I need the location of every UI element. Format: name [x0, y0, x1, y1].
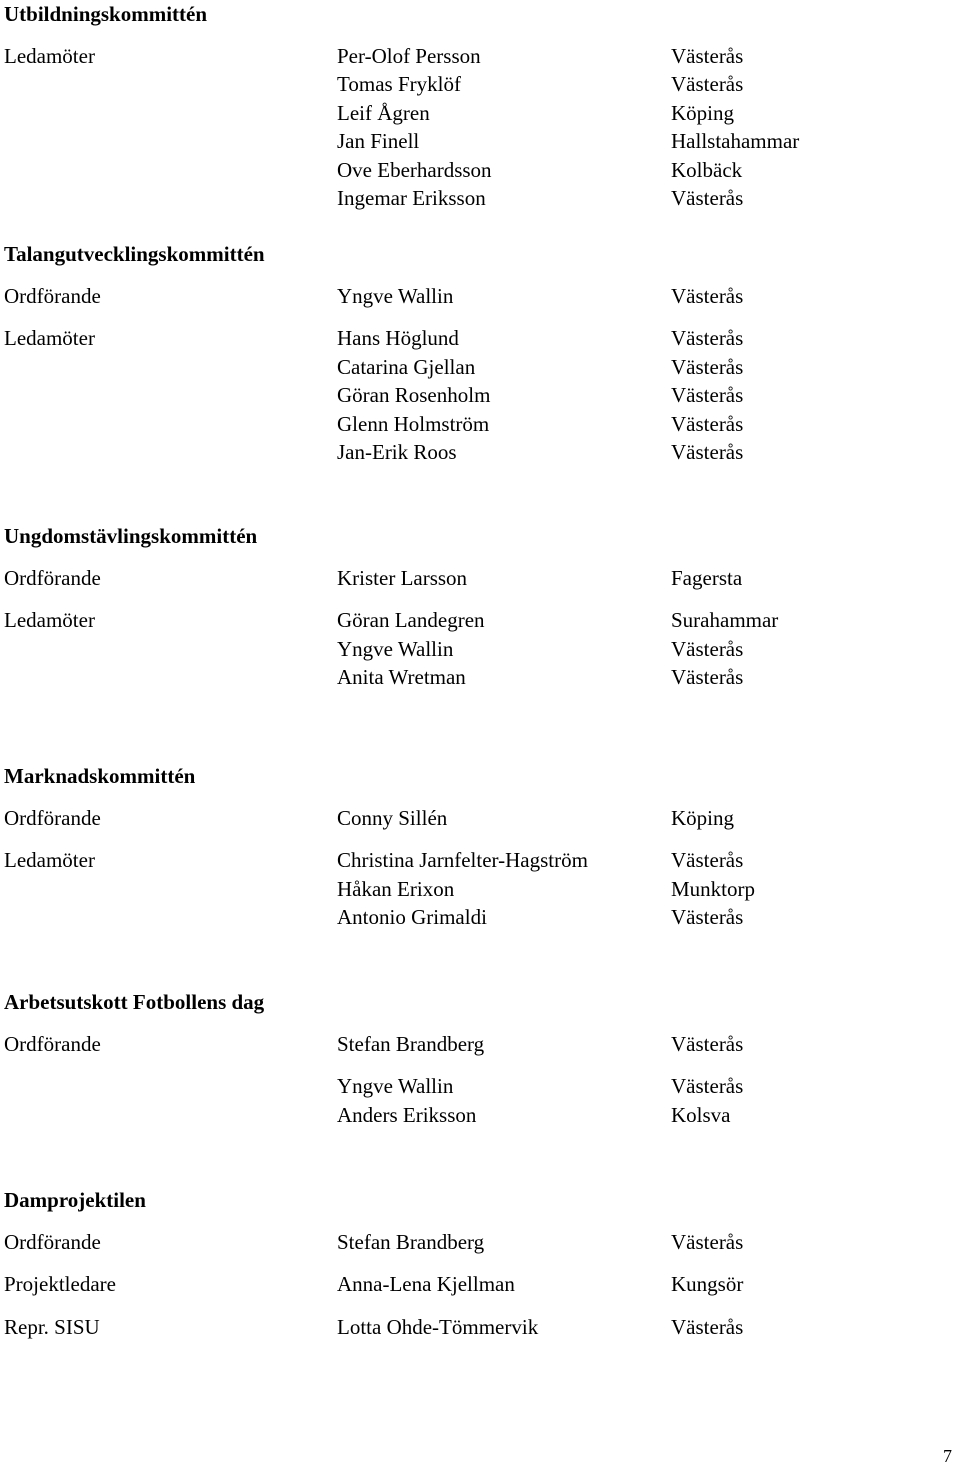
- member-city: Västerås: [671, 411, 744, 436]
- role-label: Ledamöter: [4, 608, 95, 633]
- member-city: Köping: [671, 100, 734, 125]
- section-heading: Utbildningskommittén: [4, 2, 208, 26]
- member-row: [4, 804, 944, 832]
- role-group: [4, 1072, 944, 1129]
- section-heading: Marknadskommittén: [4, 764, 196, 788]
- member-row: [4, 410, 944, 438]
- role-label: Ordförande: [4, 806, 101, 830]
- member-city: Västerås: [671, 354, 744, 379]
- member-name: Hans Höglund: [337, 326, 459, 351]
- member-row: [4, 1101, 944, 1129]
- member-name: Leif Ågren: [337, 100, 430, 125]
- member-row: [4, 70, 944, 98]
- member-name: Glenn Holmström: [337, 411, 490, 436]
- role-label: Ordförande: [4, 566, 101, 590]
- member-name: Catarina Gjellan: [337, 354, 476, 379]
- role-group: [4, 1270, 944, 1298]
- role-group: [4, 606, 944, 691]
- member-row: [4, 184, 944, 212]
- committee-section: [4, 0, 944, 212]
- member-row: [4, 564, 944, 592]
- member-city: Kolbäck: [671, 157, 743, 182]
- role-group: [4, 1030, 944, 1058]
- member-city: Fagersta: [671, 566, 743, 590]
- member-city: Västerås: [671, 1230, 744, 1254]
- member-row: [4, 156, 944, 184]
- member-city: Västerås: [671, 1032, 744, 1056]
- member-row: [4, 381, 944, 409]
- member-name: Anita Wretman: [337, 665, 466, 690]
- role-label: Ordförande: [4, 1032, 101, 1056]
- member-row: [4, 324, 944, 352]
- role-label: Projektledare: [4, 1272, 116, 1297]
- member-city: Västerås: [671, 905, 744, 930]
- role-group: [4, 324, 944, 466]
- role-group: [4, 1228, 944, 1256]
- role-group: [4, 804, 944, 832]
- member-row: [4, 606, 944, 634]
- section-heading: Arbetsutskott Fotbollens dag: [4, 990, 265, 1014]
- member-name: Stefan Brandberg: [337, 1032, 485, 1056]
- member-name: Conny Sillén: [337, 806, 448, 830]
- member-name: Anna-Lena Kjellman: [337, 1272, 515, 1297]
- member-row: [4, 663, 944, 691]
- member-row: [4, 1270, 944, 1298]
- member-name: Ingemar Eriksson: [337, 185, 486, 210]
- role-group: [4, 42, 944, 212]
- section-heading: Damprojektilen: [4, 1188, 146, 1212]
- role-group: [4, 282, 944, 310]
- member-name: Antonio Grimaldi: [337, 905, 487, 930]
- member-row: [4, 1313, 944, 1341]
- member-city: Västerås: [671, 383, 744, 408]
- member-city: Västerås: [671, 185, 744, 210]
- member-city: Surahammar: [671, 608, 779, 633]
- role-group: [4, 1313, 944, 1341]
- role-label: Ledamöter: [4, 326, 95, 351]
- member-row: [4, 99, 944, 127]
- member-city: Västerås: [671, 44, 744, 68]
- member-row: [4, 846, 944, 874]
- role-label: Repr. SISU: [4, 1314, 100, 1339]
- member-row: [4, 1228, 944, 1256]
- role-label: Ledamöter: [4, 44, 95, 68]
- section-heading: Ungdomstävlingskommittén: [4, 524, 258, 548]
- member-name: Per-Olof Persson: [337, 44, 481, 68]
- member-city: Västerås: [671, 284, 744, 308]
- member-city: Kolsva: [671, 1102, 731, 1127]
- member-name: Yngve Wallin: [337, 636, 454, 661]
- member-city: Västerås: [671, 439, 744, 464]
- member-row: [4, 42, 944, 70]
- committee-section: [4, 762, 944, 932]
- member-row: [4, 875, 944, 903]
- role-label: Ledamöter: [4, 848, 95, 873]
- committee-section: [4, 522, 944, 692]
- committee-section: [4, 988, 944, 1129]
- role-label: Ordförande: [4, 284, 101, 308]
- member-name: Krister Larsson: [337, 566, 468, 590]
- member-city: Västerås: [671, 665, 744, 690]
- member-name: Jan-Erik Roos: [337, 439, 457, 464]
- member-row: [4, 438, 944, 466]
- committee-section: [4, 240, 944, 466]
- role-group: [4, 846, 944, 931]
- member-row: [4, 635, 944, 663]
- member-name: Yngve Wallin: [337, 1074, 454, 1099]
- member-city: Västerås: [671, 1074, 744, 1099]
- member-name: Ove Eberhardsson: [337, 157, 492, 182]
- member-name: Göran Rosenholm: [337, 383, 491, 408]
- member-row: [4, 903, 944, 931]
- member-row: [4, 1072, 944, 1100]
- member-city: Västerås: [671, 72, 744, 97]
- member-name: Christina Jarnfelter-Hagström: [337, 848, 588, 873]
- member-city: Västerås: [671, 326, 744, 351]
- member-row: [4, 127, 944, 155]
- member-name: Yngve Wallin: [337, 284, 454, 308]
- member-name: Göran Landegren: [337, 608, 485, 633]
- member-city: Västerås: [671, 1314, 744, 1339]
- member-row: [4, 1030, 944, 1058]
- member-city: Köping: [671, 806, 734, 830]
- member-name: Tomas Fryklöf: [337, 72, 461, 97]
- member-city: Kungsör: [671, 1272, 744, 1297]
- section-heading: Talangutvecklingskommittén: [4, 242, 265, 266]
- member-name: Anders Eriksson: [337, 1102, 477, 1127]
- member-name: Håkan Erixon: [337, 876, 455, 901]
- member-city: Hallstahammar: [671, 129, 800, 154]
- committee-section: [4, 1186, 944, 1341]
- member-name: Jan Finell: [337, 129, 420, 154]
- page-number: 7: [943, 1446, 952, 1466]
- member-name: Stefan Brandberg: [337, 1230, 485, 1254]
- role-label: Ordförande: [4, 1230, 101, 1254]
- member-row: [4, 282, 944, 310]
- member-name: Lotta Ohde-Tömmervik: [337, 1314, 539, 1339]
- member-row: [4, 353, 944, 381]
- member-city: Västerås: [671, 636, 744, 661]
- member-city: Västerås: [671, 848, 744, 873]
- member-city: Munktorp: [671, 876, 755, 901]
- role-group: [4, 564, 944, 592]
